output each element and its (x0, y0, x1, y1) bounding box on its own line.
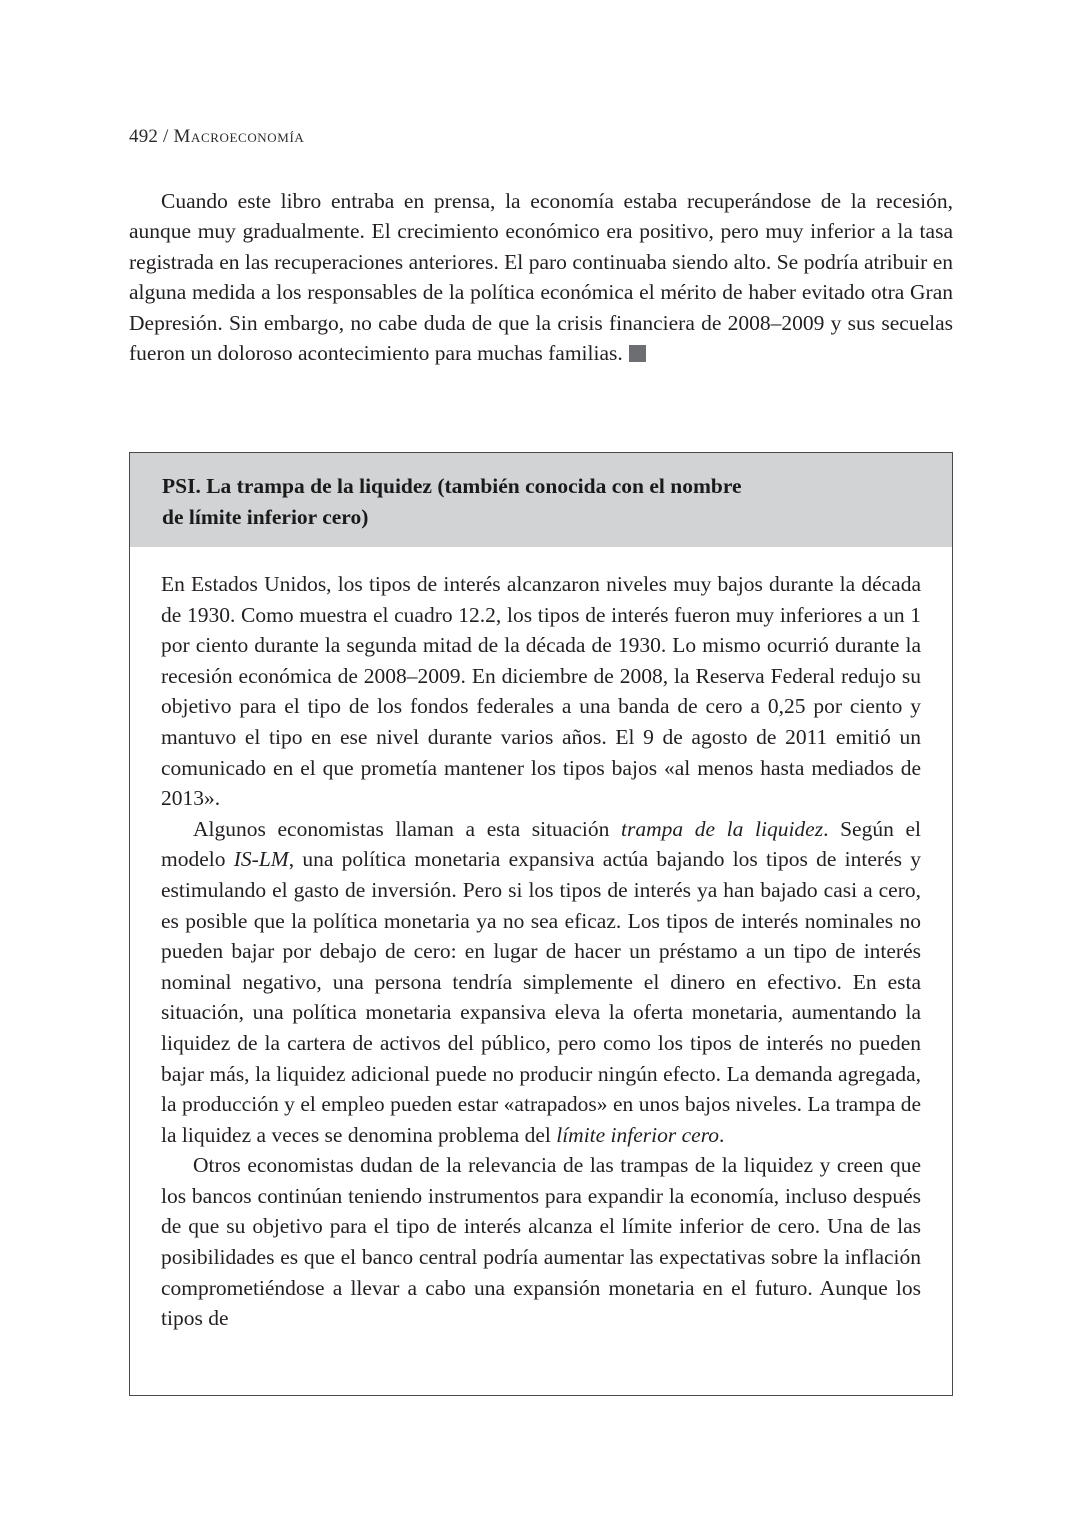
term-liquidity-trap: trampa de la liquidez (621, 816, 824, 841)
intro-paragraph (129, 186, 953, 368)
intro-paragraph-text: Cuando este libro entraba en prensa, la economía estaba recuperándose de la recesión, aunque muy gradualmente. El crecimiento económico era positivo, pero muy inferior a la tasa registrada en las recuperaciones anteriores. El paro continuaba siendo alto. Se podría atribuir en alguna medida a los responsables de la política económica el mérito de haber evitado otra Gran Depresión. Sin embargo, no cabe duda de que la crisis financiera de 2008–2009 y sus secuelas fueron un doloroso acontecimiento para muchas familias. (129, 189, 953, 366)
sidebar-box-title-line-2: de límite inferior cero) (162, 505, 369, 529)
paragraph-text: . Según el modelo (161, 816, 921, 872)
paragraph-text: Algunos economistas llaman a esta situación (193, 816, 621, 841)
box-paragraph-3: Otros economistas dudan de la relevancia de las trampas de la liquidez y creen que los bancos continúan teniendo instrumentos para expandir la economía, incluso después de que su objetivo para el tipo de interés alcanza el límite inferior de cero. Una de las posibilidades es que el banco central podría aumentar las expectativas sobre la inflación comprometiéndose a llevar a cabo una expansión monetaria en el futuro. Aunque los tipos de (161, 1153, 921, 1331)
paragraph-text: . (719, 1122, 725, 1147)
running-head-separator: / (158, 126, 174, 147)
page-number: 492 (129, 126, 159, 147)
box-paragraph-1: En Estados Unidos, los tipos de interés alcanzaron niveles muy bajos durante la década de 1930. Como muestra el cuadro 12.2, los tipos de interés fueron muy inferiores a un 1 por ciento durante la segunda mitad de la década de 1930. Lo mismo ocurrió durante la recesión económica de 2008–2009. En diciembre de 2008, la Reserva Federal redujo su objetivo para el tipo de los fondos federales a una banda de cero a 0,25 por ciento y mantuvo el tipo en ese nivel durante varios años. El 9 de agosto de 2011 emitió un comunicado en el que prometía mantener los tipos bajos «al menos hasta mediados de 2013». (161, 572, 921, 811)
square-end-of-section-icon (629, 345, 646, 362)
sidebar-box-header (130, 453, 952, 547)
term-zero-lower-bound: límite inferior cero (556, 1122, 720, 1147)
sidebar-box-body (130, 547, 952, 1334)
term-is-lm: IS-LM (233, 847, 289, 872)
running-head (129, 126, 304, 148)
sidebar-box-liquidity-trap (129, 452, 953, 1396)
sidebar-box-title-line-1: PSI. La trampa de la liquidez (también conocida con el nombre (162, 474, 742, 498)
book-title: Macroeconomía (173, 126, 305, 147)
box-paragraph-2 (161, 814, 921, 1151)
paragraph-text: , una política monetaria expansiva actúa bajando los tipos de interés y estimulando el gasto de inversión. Pero si los tipos de interés ya han bajado casi a cero, es posible que la política monetaria ya no sea eficaz. Los tipos de interés nominales no pueden bajar por debajo de cero: en lugar de hacer un préstamo a un tipo de interés nominal negativo, una persona tendría simplemente el dinero en efectivo. En esta situación, una política monetaria expansiva eleva la oferta monetaria, aumentando la liquidez de la cartera de activos del público, pero como los tipos de interés no pueden bajar más, la liquidez adicional puede no producir ningún efecto. La demanda agregada, la producción y el empleo pueden estar «atrapados» en unos bajos niveles. La trampa de la liquidez a veces se denomina problema del (161, 847, 921, 1147)
